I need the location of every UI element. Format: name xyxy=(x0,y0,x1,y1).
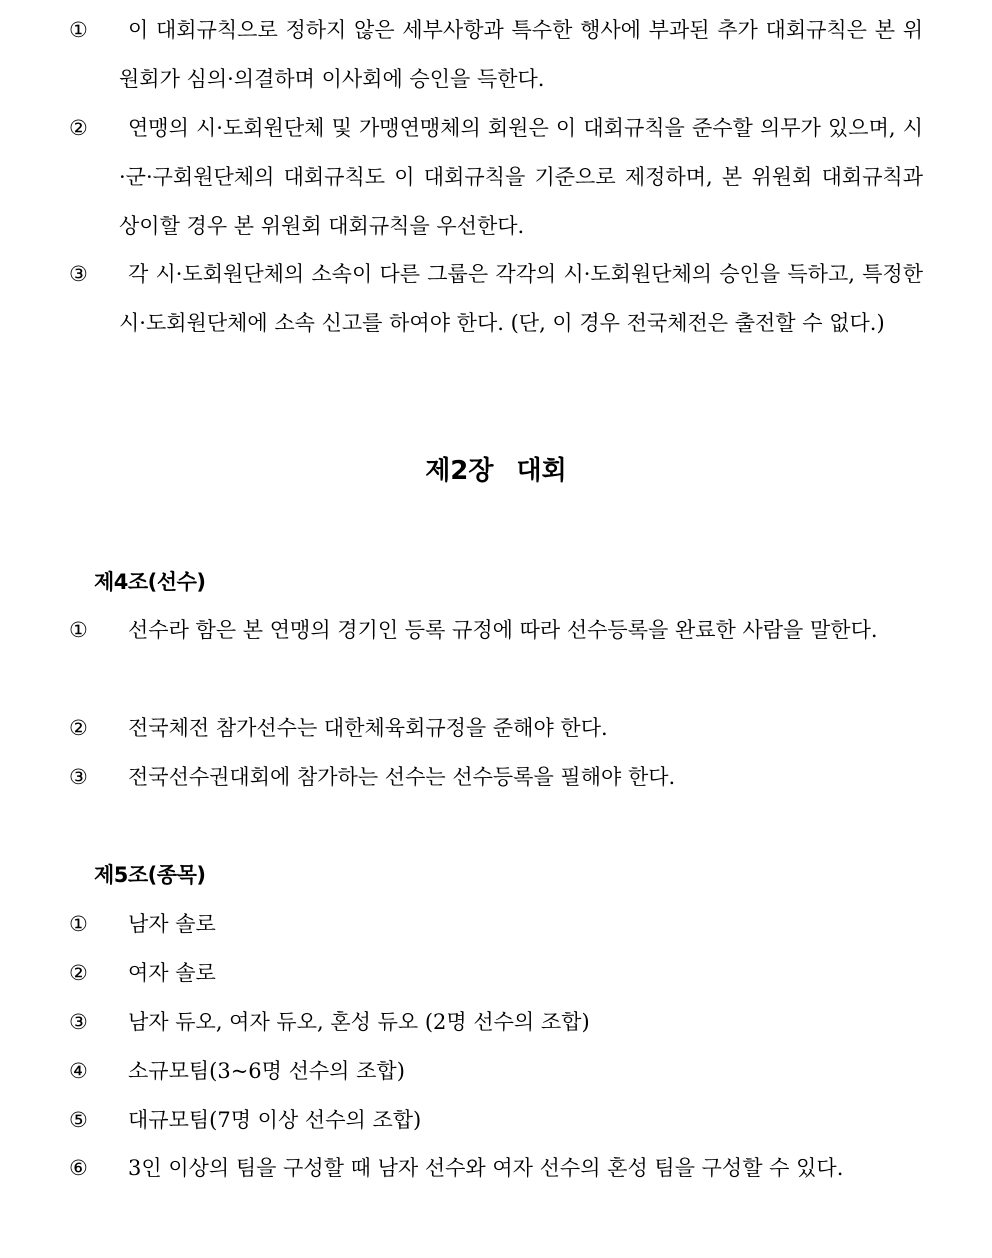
item-number: ⑤ xyxy=(69,1108,88,1132)
intro-item-1 xyxy=(69,6,923,104)
chapter-title: 제2장 대회 xyxy=(425,456,567,486)
item-number: ③ xyxy=(69,765,88,789)
item-text: 전국선수권대회에 참가하는 선수는 선수등록을 필해야 한다. xyxy=(128,765,676,789)
item-text: 남자 듀오, 여자 듀오, 혼성 듀오 (2명 선수의 조합) xyxy=(128,1010,590,1034)
item-number: ③ xyxy=(69,262,88,286)
item-text: 연맹의 시·도회원단체 및 가맹연맹체의 회원은 이 대회규칙을 준수할 의무가 있으며, 시·군·구회원단체의 대회규칙도 이 대회규칙을 기준으로 제정하며, 본 위원회 대회규칙과 상이할 경우 본 위원회 대회규칙을 우선한다. xyxy=(119,116,923,238)
article-4-heading: 제4조(선수) xyxy=(94,570,206,594)
item-text: 대규모팀(7명 이상 선수의 조합) xyxy=(128,1108,422,1132)
item-number: ② xyxy=(69,961,88,985)
article-4-item-2 xyxy=(69,704,923,753)
article-5-item-6 xyxy=(69,1144,923,1193)
item-text: 선수라 함은 본 연맹의 경기인 등록 규정에 따라 선수등록을 완료한 사람을 말한다. xyxy=(128,618,878,642)
item-text: 소규모팀(3~6명 선수의 조합) xyxy=(128,1059,405,1083)
item-number: ② xyxy=(69,116,88,140)
article-5-item-3 xyxy=(69,998,923,1047)
item-text: 남자 솔로 xyxy=(128,912,216,936)
item-text: 3인 이상의 팀을 구성할 때 남자 선수와 여자 선수의 혼성 팀을 구성할 수 있다. xyxy=(128,1156,844,1180)
item-number: ② xyxy=(69,716,88,740)
item-text: 여자 솔로 xyxy=(128,961,216,985)
item-number: ③ xyxy=(69,1010,88,1034)
article-4-item-3 xyxy=(69,753,923,802)
item-number: ⑥ xyxy=(69,1156,88,1180)
item-number: ① xyxy=(69,618,88,642)
article-5-item-4 xyxy=(69,1047,923,1096)
item-number: ④ xyxy=(69,1059,88,1083)
intro-item-3 xyxy=(69,250,923,348)
article-5-item-1 xyxy=(69,900,923,949)
article-5-item-2 xyxy=(69,949,923,998)
item-number: ① xyxy=(69,912,88,936)
article-5-heading: 제5조(종목) xyxy=(94,863,206,887)
item-text: 이 대회규칙으로 정하지 않은 세부사항과 특수한 행사에 부과된 추가 대회규칙은 본 위원회가 심의·의결하며 이사회에 승인을 득한다. xyxy=(119,18,923,91)
article-4-item-1 xyxy=(69,606,923,655)
intro-item-2 xyxy=(69,104,923,251)
item-number: ① xyxy=(69,18,88,42)
article-5-item-5 xyxy=(69,1096,923,1145)
item-text: 전국체전 참가선수는 대한체육회규정을 준해야 한다. xyxy=(128,716,608,740)
item-text: 각 시·도회원단체의 소속이 다른 그룹은 각각의 시·도회원단체의 승인을 득하고, 특정한 시·도회원단체에 소속 신고를 하여야 한다. (단, 이 경우 전국체전은 출전할 수 없다.) xyxy=(119,262,923,335)
